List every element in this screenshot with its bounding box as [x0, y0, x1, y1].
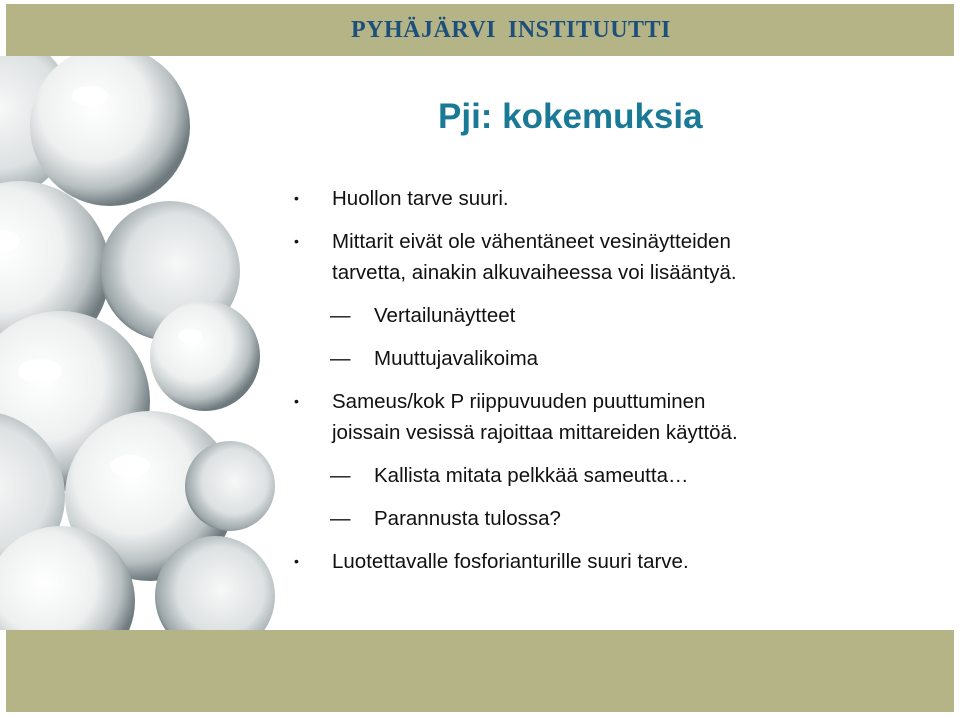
- list-item-text: Sameus/kok P riippuvuuden puuttuminen: [332, 390, 706, 413]
- footer-bar: [6, 630, 954, 712]
- list-item-2: [292, 226, 932, 288]
- sub-item-3: [292, 460, 932, 491]
- list-item-text: Mittarit eivät ole vähentäneet vesinäytteiden: [332, 230, 731, 253]
- bullet-icon: •: [294, 393, 299, 409]
- sub-item-4: [292, 503, 932, 534]
- list-item-3: [292, 386, 932, 448]
- bullet-icon: •: [294, 233, 299, 249]
- list-item-text: Muuttujavalikoima: [374, 347, 539, 370]
- list-item-text: Kallista mitata pelkkää sameutta…: [374, 464, 689, 487]
- dash-icon: —: [330, 347, 351, 370]
- sub-item-1: [292, 300, 932, 331]
- list-item-1: [292, 183, 932, 214]
- logo-text-left: PYHÄJÄRVI: [351, 16, 496, 43]
- sub-item-2: [292, 343, 932, 374]
- slide-title: Pji: kokemuksia: [438, 97, 703, 136]
- list-item-text: joissain vesissä rajoittaa mittareiden käyttöä.: [332, 421, 738, 444]
- dash-icon: —: [330, 304, 351, 327]
- water-bubbles-image: [0, 56, 300, 630]
- bullet-icon: •: [294, 553, 299, 569]
- list-item-text: Huollon tarve suuri.: [332, 187, 509, 210]
- dash-icon: —: [330, 507, 351, 530]
- logo-text-right: INSTITUUTTI: [507, 16, 671, 43]
- list-item-text: tarvetta, ainakin alkuvaiheessa voi lisääntyä.: [332, 261, 737, 284]
- bullet-icon: •: [294, 190, 299, 206]
- dash-icon: —: [330, 464, 351, 487]
- list-item-text: Parannusta tulossa?: [374, 507, 561, 530]
- bullet-list: [292, 183, 932, 577]
- header-bar: [6, 4, 954, 56]
- list-item-text: Vertailunäytteet: [374, 304, 516, 327]
- list-item-4: [292, 546, 932, 577]
- institute-logo: [351, 4, 671, 56]
- list-item-text: Luotettavalle fosforianturille suuri tarve.: [332, 550, 689, 573]
